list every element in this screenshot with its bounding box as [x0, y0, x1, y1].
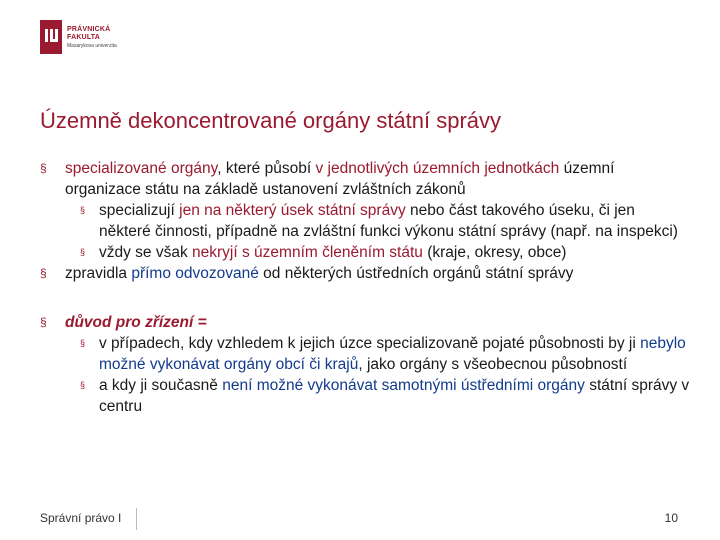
bullet-item [40, 158, 690, 200]
sub-bullet-item [40, 333, 690, 375]
logo-line-3: Masarykova univerzita [67, 43, 117, 49]
footer-course-name: Správní právo I [40, 511, 122, 525]
logo-line-2: FAKULTA [67, 34, 101, 41]
text-span: , jako orgány s všeobecnou působností [358, 356, 628, 373]
slide-content [40, 158, 690, 417]
bullet-icon: § [40, 315, 47, 329]
text-span: jen na některý úsek státní správy [179, 202, 406, 219]
page-number: 10 [664, 511, 678, 525]
sub-bullet-item [40, 375, 690, 417]
footer-divider [136, 508, 137, 530]
text-span: nebo část takového úseku, či jen některé činnosti, případně na zvláštní funkci výkonu státní správy (např. na inspekci) [99, 202, 678, 240]
sub-bullet-item [40, 200, 690, 242]
text-span: v jednotlivých územních jednotkách [315, 160, 560, 177]
text-span: zpravidla [65, 265, 132, 282]
text-span: nebylo možné vykonávat orgány obcí či krajů [99, 335, 686, 373]
bullet-icon: § [40, 266, 47, 280]
sub-bullet-item [40, 242, 690, 263]
text-span: v případech, kdy vzhledem k jejich úzce specializovaně pojaté působnosti by ji [99, 335, 641, 352]
bullet-icon: § [40, 161, 47, 175]
bullet-item [40, 263, 690, 284]
text-span: není možné vykonávat samotnými ústředními orgány [222, 377, 585, 394]
bullet-icon: § [80, 380, 86, 390]
slide-title: Územně dekoncentrované orgány státní správy [40, 108, 502, 133]
text-span: specializují [99, 202, 180, 219]
text-span: a kdy ji současně [99, 377, 223, 394]
bullet-icon: § [80, 205, 86, 215]
text-span: , které působí [217, 160, 316, 177]
text-span: přímo odvozované [131, 265, 259, 282]
text-span: (kraje, okresy, obce) [422, 244, 567, 261]
logo-line-1: PRÁVNICKÁ [67, 26, 111, 33]
text-span: od některých ústředních orgánů státní správy [258, 265, 574, 282]
bullet-icon: § [80, 247, 86, 257]
text-span: nekryjí s územním členěním státu [192, 244, 423, 261]
text-span: územní organizace státu na základě ustanovení zvláštních zákonů [65, 160, 615, 198]
bullet-item [40, 312, 690, 333]
text-span: specializované orgány [65, 160, 218, 177]
text-span: vždy se však [99, 244, 193, 261]
text-span: státní správy v centru [99, 377, 690, 415]
text-span: důvod pro zřízení = [65, 314, 207, 331]
bullet-icon: § [80, 338, 86, 348]
university-logo-icon [40, 20, 62, 54]
faculty-logo [40, 20, 117, 54]
